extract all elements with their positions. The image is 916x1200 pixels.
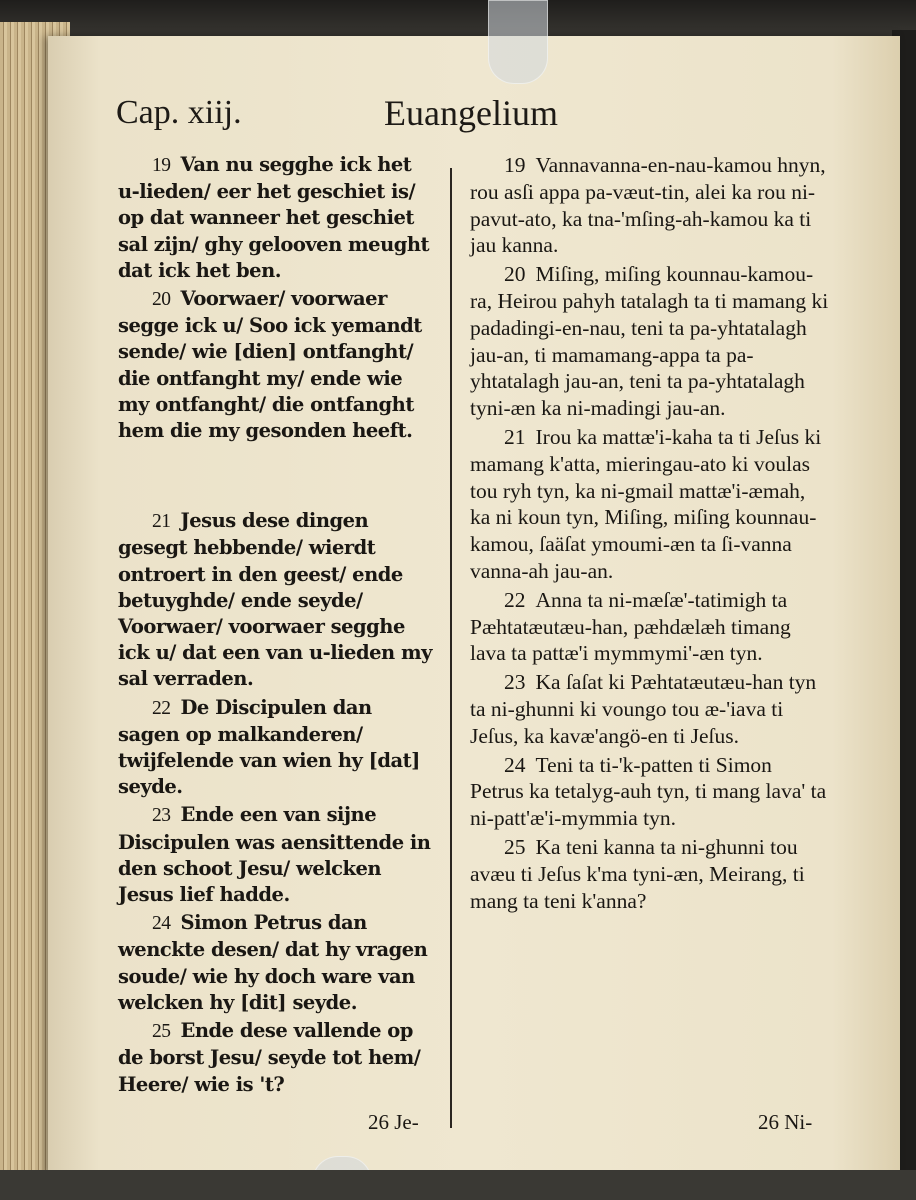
dutch-verse-21	[118, 508, 438, 692]
book-cover-top	[0, 0, 916, 40]
verse-text: Miſing, miſing kounnau-kamou-ra, Heirou pahyh tatalagh ta ti mamang ki padadingi-en-nau, teni ta pa-yhtatalagh jau-an, ti mamamang-appa ta pa-yhtatalagh jau-an, teni ta pa-yhtatalagh tyni-æn ka ni-madingi jau-an.	[470, 262, 829, 421]
verse-number: 21	[504, 424, 526, 449]
verse-number: 20	[504, 262, 526, 287]
running-head-title: Euangelium	[384, 93, 558, 133]
verse-text: Voorwaer/ voorwaer segge ick u/ Soo ick yemandt sende/ wie [dien] ontfanght/ die ontfanght my/ ende wie my ontfanght/ die ontfanght hem die my gesonden heeft.	[118, 287, 422, 443]
verse-text: Ka ſaſat ki Pæhtatæutæu-han tyn ta ni-ghunni ki voungo tou æ-'iava ti Jeſus, ka kavæ'angö-en ti Jeſus.	[470, 670, 817, 748]
page-clip-top	[488, 0, 548, 84]
verse-number: 22	[152, 697, 171, 719]
book-cover-bottom	[0, 1170, 916, 1200]
dutch-column	[118, 152, 438, 1098]
column-divider	[450, 168, 452, 1128]
verse-number: 20	[152, 289, 171, 311]
verse-number: 23	[152, 805, 171, 827]
verse-text: Anna ta ni-mæſæ'-tatimigh ta Pæhtatæutæu-han, pæhdælæh timang lava ta pattæ'i mymmymi'-æn tyn.	[470, 587, 791, 666]
dutch-verse-25	[118, 1018, 438, 1098]
native-verse-20	[470, 261, 830, 422]
verse-number: 24	[152, 913, 171, 935]
native-verse-21	[470, 424, 830, 585]
verse-number: 25	[504, 834, 526, 859]
native-verse-23	[470, 669, 830, 749]
verse-text: Jesus dese dingen gesegt hebbende/ wierdt ontroert in den geest/ ende betuyghde/ ende seyde/ Voorwaer/ voorwaer segghe ick u/ dat een van u-lieden my sal verraden.	[118, 509, 432, 691]
native-verse-22	[470, 587, 830, 667]
verse-number: 19	[504, 153, 526, 177]
native-column	[470, 152, 830, 914]
dutch-verse-19	[118, 152, 438, 284]
verse-text: Ende dese vallende op de borst Jesu/ seyde tot hem/ Heere/ wie is 't?	[118, 1019, 421, 1096]
verse-number: 24	[504, 752, 526, 777]
dutch-verse-23	[118, 802, 438, 908]
verse-text: Van nu segghe ick het u-lieden/ eer het geschiet is/ op dat wanneer het geschiet sal zijn/ ghy gelooven meught dat ick het ben.	[118, 153, 430, 282]
native-verse-19	[470, 152, 830, 259]
verse-text: Irou ka mattæ'i-kaha ta ti Jeſus ki mamang k'atta, mieringau-ato ki voulas tou ryh tyn, ka ni-gmail mattæ'i-æmah, ka ni koun tyn, Miſing, miſing kounnau-kamou, ſaäſat ymoumi-æn ta ſi-vanna vanna-ah jau-an.	[470, 424, 822, 583]
catchword-left: 26 Je-	[368, 1110, 419, 1134]
dutch-verse-20	[118, 286, 438, 444]
dutch-verse-22	[118, 695, 438, 801]
verse-text: Simon Petrus dan wenckte desen/ dat hy vragen soude/ wie hy doch ware van welcken hy [dit] seyde.	[118, 911, 428, 1014]
verse-number: 21	[152, 511, 171, 533]
verse-text: Vannavanna-en-nau-kamou hnyn, rou asſi appa pa-væut-tin, alei ka rou ni-pavut-ato, ka tna-'mſing-ah-kamou ka ti jau kanna.	[470, 153, 826, 258]
verse-text: Ka teni kanna ta ni-ghunni tou avæu ti Jeſus k'ma tyni-æn, Meirang, ti mang ta teni k'anna?	[470, 834, 805, 913]
running-head-chapter: Cap. xiij.	[116, 94, 242, 131]
verse-number: 23	[504, 670, 526, 695]
verse-text: Ende een van sijne Discipulen was aensittende in den schoot Jesu/ welcken Jesus lief hadde.	[118, 803, 431, 907]
catchword-right: 26 Ni-	[758, 1110, 813, 1134]
verse-text: Teni ta ti-'k-patten ti Simon Petrus ka tetalyg-auh tyn, ti mang lava' ta ni-patt'æ'i-mymmia tyn.	[470, 752, 827, 831]
verse-number: 22	[504, 587, 526, 612]
verse-text: De Discipulen dan sagen op malkanderen/ twijfelende van wien hy [dat] seyde.	[118, 695, 420, 799]
dutch-verse-24	[118, 910, 438, 1016]
verse-number: 25	[152, 1021, 171, 1043]
native-verse-25	[470, 834, 830, 914]
native-verse-24	[470, 752, 830, 832]
verse-number: 19	[152, 155, 171, 176]
